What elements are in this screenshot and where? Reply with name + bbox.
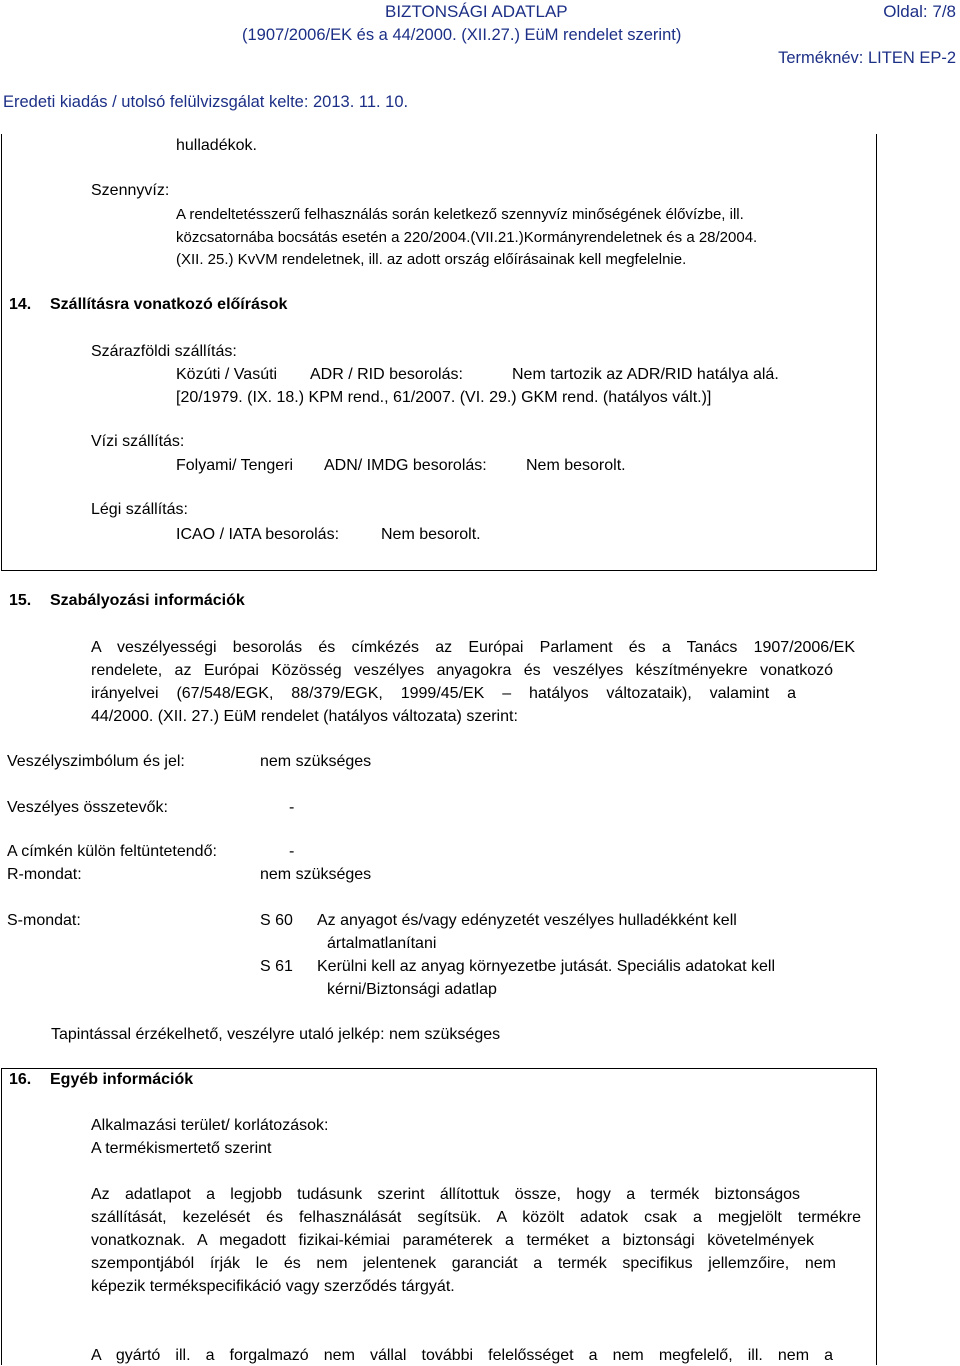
s15-intro-line: A veszélyességi besorolás és címkézés az Európai Parlament és a Tanács 1907/2006/EK (91, 639, 855, 656)
disclaimer-last-line: A gyártó ill. a forgalmazó nem vállal további felelősséget a nem megfelelő, ill. nem a (91, 1347, 833, 1364)
s-phrase-text: Az anyagot és/vagy edényzetét veszélyes hulladékként kell (317, 912, 737, 929)
s-phrase-label: S-mondat: (7, 912, 81, 929)
waste-water-line: közcsatornába bocsátás esetén a 220/2004.(VII.21.)Kormányrendeletnek és a 28/2004. (176, 229, 758, 246)
waste-water-line: (XII. 25.) KvVM rendeletnek, ill. az adott ország előírásainak kell megfelelnie. (176, 251, 687, 268)
disclaimer-line: Az adatlapot a legjobb tudásunk szerint állítottuk össze, hogy a termék biztonságos (91, 1186, 800, 1203)
land-transport-class: ADR / RID besorolás: (310, 366, 463, 383)
s-phrase-text: kérni/Biztonsági adatlap (327, 981, 497, 998)
land-transport-mode: Közúti / Vasúti (176, 366, 278, 383)
regulation-subtitle: (1907/2006/EK és a 44/2000. (XII.27.) EüM rendelet szerint) (242, 26, 682, 44)
disclaimer-line: képezik termékspecifikáció vagy szerződés tárgyát. (91, 1278, 455, 1295)
water-transport-label: Vízi szállítás: (91, 433, 185, 450)
disclaimer-line: vonatkoznak. A megadott fizikai-kémiai paraméterek a terméket a biztonsági követelmények (91, 1232, 814, 1249)
s-phrase-code: S 61 (260, 958, 293, 975)
s14-title: Szállításra vonatkozó előírások (50, 296, 288, 313)
application-label: Alkalmazási terület/ korlátozások: (91, 1117, 329, 1134)
hazard-symbol-value: nem szükséges (260, 753, 372, 770)
label-info-value: - (289, 843, 295, 860)
doc-title: BIZTONSÁGI ADATLAP (385, 2, 568, 21)
water-transport-mode: Folyami/ Tengeri (176, 457, 294, 474)
s16-number: 16. (9, 1071, 32, 1088)
air-transport-label: Légi szállítás: (91, 501, 188, 518)
s13-continuation: hulladékok. (176, 137, 257, 154)
water-transport-value: Nem besorolt. (526, 457, 626, 474)
r-phrase-value: nem szükséges (260, 866, 372, 883)
s15-title: Szabályozási információk (50, 592, 245, 609)
page-number: Oldal: 7/8 (883, 2, 956, 21)
s15-intro-line: 44/2000. (XII. 27.) EüM rendelet (hatályos változata) szerint: (91, 708, 518, 725)
issue-date: Eredeti kiadás / utolsó felülvizsgálat kelte: 2013. 11. 10. (3, 93, 409, 111)
frame-right-line-upper (876, 134, 877, 570)
waste-water-line: A rendeltetésszerű felhasználás során keletkező szennyvíz minőségének élővízbe, ill. (176, 206, 744, 223)
land-transport-value: Nem tartozik az ADR/RID hatálya alá. (512, 366, 779, 383)
s14-number: 14. (9, 296, 32, 313)
s-phrase-text: Kerülni kell az anyag környezetbe jutását. Speciális adatokat kell (317, 958, 776, 975)
s15-intro-line: irányelvei (67/548/EGK, 88/379/EGK, 1999/45/EK – hatályos változataik), valamint a (91, 685, 796, 702)
tactile-warning: Tapintással érzékelhető, veszélyre utaló jelkép: nem szükséges (51, 1026, 501, 1043)
land-transport-reference: [20/1979. (IX. 18.) KPM rend., 61/2007. (VI. 29.) GKM rend. (hatályos vált.)] (176, 389, 712, 406)
product-name: Terméknév: LITEN EP-2 (778, 49, 956, 67)
s15-number: 15. (9, 592, 32, 609)
s16-title: Egyéb információk (50, 1071, 194, 1088)
disclaimer-line: szállítását, kezelését és felhasználását segítsük. A közölt adatok csak a megjelölt termékre (91, 1209, 861, 1226)
frame-right-line-s16 (876, 1068, 877, 1365)
frame-left-line-upper (1, 134, 2, 570)
water-transport-class: ADN/ IMDG besorolás: (324, 457, 487, 474)
application-value: A termékismertető szerint (91, 1140, 272, 1157)
waste-water-label: Szennyvíz: (91, 182, 170, 199)
r-phrase-label: R-mondat: (7, 866, 82, 883)
s15-intro-line: rendelete, az Európai Közösség veszélyes anyagokra és veszélyes készítményekre vonatkozó (91, 662, 833, 679)
frame-bottom-line (1, 570, 877, 571)
air-transport-class: ICAO / IATA besorolás: (176, 526, 340, 543)
s-phrase-code: S 60 (260, 912, 293, 929)
disclaimer-line: szempontjából írják le és nem jelentenek garanciát a termék specifikus jellemzőire, nem (91, 1255, 836, 1272)
s16-top-line (1, 1068, 877, 1069)
hazardous-components-value: - (289, 799, 295, 816)
hazard-symbol-label: Veszélyszimbólum és jel: (7, 753, 185, 770)
land-transport-label: Szárazföldi szállítás: (91, 343, 237, 360)
s-phrase-text: ártalmatlanítani (327, 935, 437, 952)
label-info-label: A címkén külön feltüntetendő: (7, 843, 217, 860)
air-transport-value: Nem besorolt. (381, 526, 481, 543)
hazardous-components-label: Veszélyes összetevők: (7, 799, 168, 816)
frame-left-line-s16 (1, 1068, 2, 1365)
